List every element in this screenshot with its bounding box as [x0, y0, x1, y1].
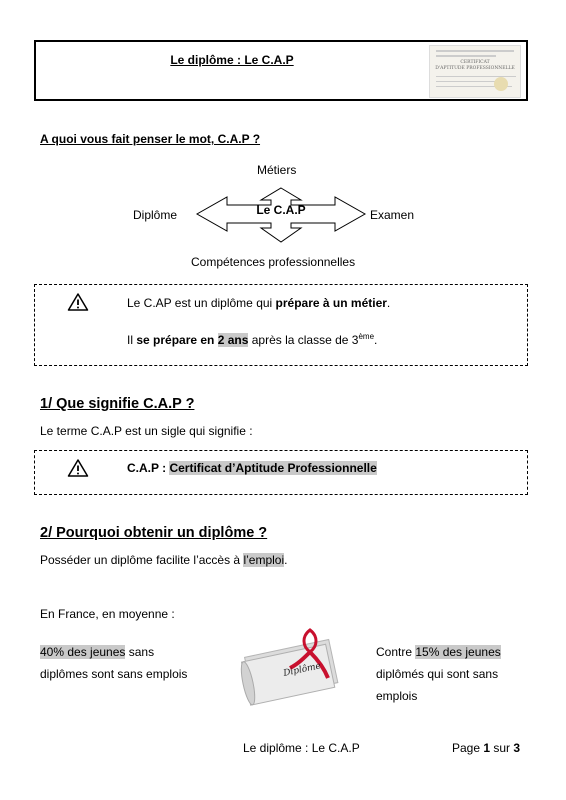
notice-line-1 [127, 296, 390, 310]
diagram-right-label: Examen [370, 208, 415, 222]
page-number [452, 741, 520, 755]
notice-line-2-bold: se prépare en [136, 333, 218, 347]
statistic-right-highlight: 15% des jeunes [415, 645, 501, 659]
section-2-title: 2/ Pourquoi obtenir un diplôme ? [40, 525, 268, 541]
notice-line-1-text: Le C.AP est un diplôme qui [127, 296, 276, 310]
section-1-text: Le terme C.A.P est un sigle qui signifie : [40, 424, 253, 438]
notice-line-2 [127, 332, 377, 347]
statistic-right [376, 641, 501, 707]
warning-icon [67, 458, 89, 478]
section-2-text-highlight: l’emploi [243, 553, 285, 567]
definition-text [127, 461, 377, 475]
certificate-line2: D'APTITUDE PROFESSIONNELLE [435, 66, 515, 71]
section-1-title: 1/ Que signifie C.A.P ? [40, 396, 195, 412]
statistic-right-line2: diplômés qui sont sans [376, 667, 499, 681]
statistic-right-start: Contre [376, 645, 416, 659]
certificate-line1: CERTIFICAT [460, 60, 490, 65]
section-2-text [40, 553, 287, 567]
page-word: Page [452, 741, 484, 755]
statistic-right-line3: emplois [376, 689, 418, 703]
diploma-label: Diplôme [282, 661, 322, 679]
page-current: 1 [483, 741, 491, 755]
notice-line-2-rest: après la classe de 3 [248, 333, 359, 347]
diagram-top-label: Métiers [257, 163, 297, 177]
intro-question: A quoi vous fait penser le mot, C.A.P ? [40, 132, 261, 146]
statistic-left-line2: diplômes sont sans emplois [40, 667, 188, 681]
diagram-left-label: Diplôme [133, 208, 178, 222]
warning-icon [67, 292, 89, 312]
page-of: sur [490, 741, 514, 755]
statistic-left [40, 641, 187, 685]
footer-title: Le diplôme : Le C.A.P [243, 741, 360, 755]
definition-label: C.A.P : [127, 461, 170, 475]
notice-line-2-highlight: 2 ans [217, 333, 249, 347]
diploma-image [238, 624, 344, 710]
statistic-left-highlight: 40% des jeunes [40, 645, 126, 659]
notice-line-2-end: . [374, 333, 378, 347]
notice-line-2-text: Il [127, 333, 137, 347]
notice-line-1-bold: prépare à un métier [275, 296, 387, 310]
notice-line-2-sup: ème [358, 332, 375, 341]
section-2-text-start: Posséder un diplôme facilite l’accès à [40, 553, 244, 567]
statistic-left-line1: sans [125, 645, 155, 659]
certificate-image [429, 45, 521, 98]
diagram-center-label: Le C.A.P [256, 203, 306, 217]
page-total: 3 [513, 741, 521, 755]
page-title: Le diplôme : Le C.A.P [170, 53, 294, 67]
diagram-bottom-label: Compétences professionnelles [191, 255, 356, 269]
statistics-intro: En France, en moyenne : [40, 607, 175, 621]
section-2-text-end: . [284, 553, 288, 567]
certificate-seal [494, 77, 508, 91]
definition-value: Certificat d’Aptitude Professionnelle [169, 461, 377, 475]
notice-line-1-end: . [386, 296, 391, 310]
